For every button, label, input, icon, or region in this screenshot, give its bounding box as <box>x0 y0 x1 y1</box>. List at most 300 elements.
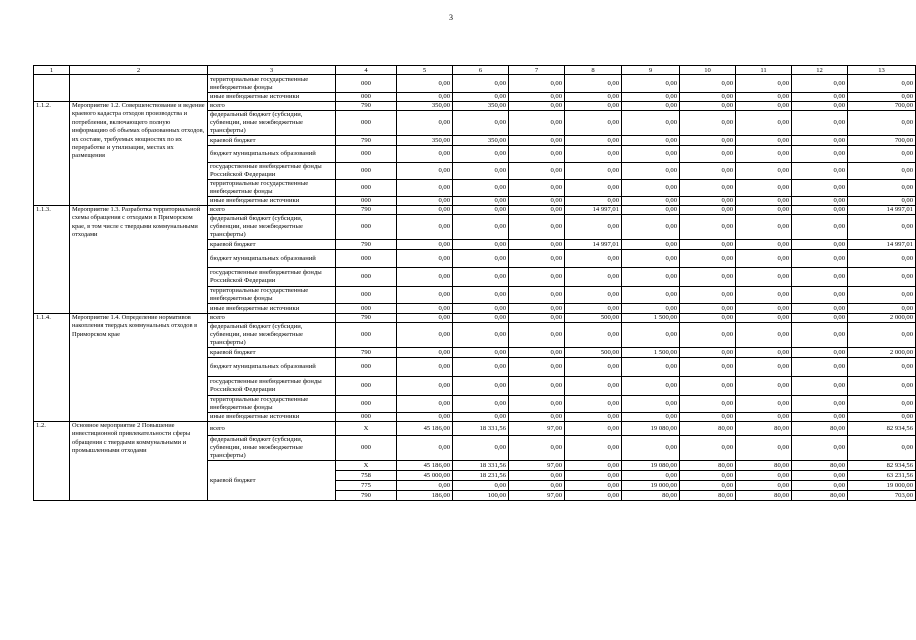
value-cell: 0,00 <box>453 436 509 461</box>
column-header-11: 11 <box>736 66 792 75</box>
value-cell: 80,00 <box>792 461 848 471</box>
value-cell: 0,00 <box>565 93 622 102</box>
value-cell: 100,00 <box>453 491 509 501</box>
value-cell: 0,00 <box>565 413 622 422</box>
value-cell: 0,00 <box>680 396 736 413</box>
funding-source: краевой бюджет <box>208 461 336 501</box>
value-cell: 80,00 <box>622 491 680 501</box>
value-cell: 0,00 <box>736 268 792 287</box>
value-cell: 0,00 <box>736 240 792 250</box>
activity-name: Мероприятие 1.3. Разработка территориальной схемы обращения с отходами в Приморском крае, в том числе с твердыми коммунальными отходами <box>70 206 208 314</box>
value-cell: 0,00 <box>453 323 509 348</box>
value-cell: 0,00 <box>622 102 680 111</box>
value-cell: 0,00 <box>736 436 792 461</box>
column-header-1: 1 <box>34 66 70 75</box>
funding-source: территориальные государственные внебюджетные фонды <box>208 180 336 197</box>
value-cell: 0,00 <box>680 250 736 268</box>
value-cell: 14 997,01 <box>848 240 916 250</box>
value-cell: 0,00 <box>736 413 792 422</box>
value-cell: 0,00 <box>509 358 565 377</box>
budget-code: X <box>336 461 397 471</box>
value-cell: 0,00 <box>397 93 453 102</box>
value-cell: 0,00 <box>565 471 622 481</box>
value-cell: 0,00 <box>397 111 453 136</box>
row-number: 1.1.4. <box>34 314 70 422</box>
funding-source: федеральный бюджет (субсидии, субвенции, иные межбюджетные трансферты) <box>208 111 336 136</box>
value-cell: 0,00 <box>792 250 848 268</box>
budget-code: 000 <box>336 75 397 93</box>
table-row <box>34 75 916 93</box>
value-cell: 0,00 <box>622 197 680 206</box>
column-header-7: 7 <box>509 66 565 75</box>
column-header-2: 2 <box>70 66 208 75</box>
budget-code: 000 <box>336 180 397 197</box>
budget-code: 775 <box>336 481 397 491</box>
value-cell: 0,00 <box>622 163 680 180</box>
value-cell: 0,00 <box>792 377 848 396</box>
value-cell: 703,00 <box>848 491 916 501</box>
value-cell: 0,00 <box>792 323 848 348</box>
value-cell: 0,00 <box>680 358 736 377</box>
funding-source: государственные внебюджетные фонды Российской Федерации <box>208 163 336 180</box>
value-cell: 19 000,00 <box>622 481 680 491</box>
value-cell: 0,00 <box>680 240 736 250</box>
value-cell: 0,00 <box>680 146 736 163</box>
value-cell: 0,00 <box>453 93 509 102</box>
value-cell: 0,00 <box>622 287 680 304</box>
funding-source: всего <box>208 206 336 215</box>
value-cell: 0,00 <box>680 163 736 180</box>
value-cell: 0,00 <box>622 206 680 215</box>
budget-code: 000 <box>336 436 397 461</box>
activity-name: Основное мероприятие 2 Повышение инвестиционной привлекательности сферы обращения с твердыми коммунальными и промышленными отходами <box>70 422 208 501</box>
value-cell: 0,00 <box>397 197 453 206</box>
value-cell: 0,00 <box>622 377 680 396</box>
funding-source: иные внебюджетные источники <box>208 93 336 102</box>
value-cell: 0,00 <box>565 422 622 436</box>
value-cell: 0,00 <box>453 240 509 250</box>
table-header-row <box>34 66 916 75</box>
value-cell: 700,00 <box>848 136 916 146</box>
value-cell: 0,00 <box>736 180 792 197</box>
value-cell: 0,00 <box>565 75 622 93</box>
value-cell: 0,00 <box>736 481 792 491</box>
value-cell: 0,00 <box>453 481 509 491</box>
table-row <box>34 422 916 436</box>
budget-code: 758 <box>336 471 397 481</box>
value-cell: 0,00 <box>622 268 680 287</box>
budget-code: 000 <box>336 377 397 396</box>
value-cell: 0,00 <box>509 348 565 358</box>
value-cell: 0,00 <box>680 268 736 287</box>
funding-source: территориальные государственные внебюджетные фонды <box>208 396 336 413</box>
value-cell: 0,00 <box>509 436 565 461</box>
value-cell: 0,00 <box>397 163 453 180</box>
funding-source: всего <box>208 102 336 111</box>
column-header-9: 9 <box>622 66 680 75</box>
value-cell: 0,00 <box>509 146 565 163</box>
funding-source: всего <box>208 314 336 323</box>
value-cell: 0,00 <box>848 250 916 268</box>
value-cell: 18 331,56 <box>453 461 509 471</box>
budget-code: 790 <box>336 348 397 358</box>
value-cell: 45 000,00 <box>397 471 453 481</box>
value-cell: 0,00 <box>397 314 453 323</box>
value-cell: 0,00 <box>397 75 453 93</box>
funding-source: краевой бюджет <box>208 240 336 250</box>
value-cell: 19 080,00 <box>622 461 680 471</box>
budget-code: 000 <box>336 396 397 413</box>
value-cell: 0,00 <box>792 268 848 287</box>
budget-code: 790 <box>336 206 397 215</box>
value-cell: 0,00 <box>792 111 848 136</box>
value-cell: 0,00 <box>397 240 453 250</box>
value-cell: 0,00 <box>565 102 622 111</box>
value-cell: 0,00 <box>736 323 792 348</box>
funding-source: иные внебюджетные источники <box>208 413 336 422</box>
column-header-5: 5 <box>397 66 453 75</box>
value-cell: 0,00 <box>736 377 792 396</box>
value-cell: 0,00 <box>622 146 680 163</box>
value-cell: 2 000,00 <box>848 348 916 358</box>
value-cell: 0,00 <box>792 481 848 491</box>
value-cell: 0,00 <box>565 358 622 377</box>
value-cell: 0,00 <box>736 197 792 206</box>
value-cell: 0,00 <box>453 75 509 93</box>
value-cell: 0,00 <box>453 348 509 358</box>
value-cell: 0,00 <box>622 180 680 197</box>
row-number: 1.2. <box>34 422 70 501</box>
value-cell: 0,00 <box>792 287 848 304</box>
table-row <box>34 314 916 323</box>
value-cell: 0,00 <box>509 180 565 197</box>
value-cell: 0,00 <box>848 377 916 396</box>
value-cell: 0,00 <box>680 197 736 206</box>
value-cell: 0,00 <box>509 471 565 481</box>
value-cell: 0,00 <box>509 111 565 136</box>
value-cell: 0,00 <box>792 197 848 206</box>
budget-code: 000 <box>336 413 397 422</box>
value-cell: 0,00 <box>848 304 916 314</box>
value-cell: 0,00 <box>680 111 736 136</box>
budget-code: 000 <box>336 304 397 314</box>
column-header-8: 8 <box>565 66 622 75</box>
funding-source: территориальные государственные внебюджетные фонды <box>208 75 336 93</box>
budget-code: 000 <box>336 93 397 102</box>
budget-code: 000 <box>336 111 397 136</box>
value-cell: 80,00 <box>736 491 792 501</box>
value-cell: 0,00 <box>736 93 792 102</box>
value-cell: 0,00 <box>565 481 622 491</box>
value-cell: 18 331,56 <box>453 422 509 436</box>
value-cell: 82 934,56 <box>848 461 916 471</box>
value-cell: 0,00 <box>453 180 509 197</box>
value-cell: 0,00 <box>736 471 792 481</box>
budget-code: 790 <box>336 240 397 250</box>
value-cell: 0,00 <box>792 102 848 111</box>
value-cell: 0,00 <box>565 491 622 501</box>
value-cell: 350,00 <box>453 136 509 146</box>
value-cell: 0,00 <box>622 136 680 146</box>
value-cell: 0,00 <box>736 250 792 268</box>
value-cell: 0,00 <box>397 413 453 422</box>
value-cell: 0,00 <box>622 413 680 422</box>
value-cell: 0,00 <box>848 396 916 413</box>
value-cell: 0,00 <box>736 163 792 180</box>
value-cell: 0,00 <box>509 93 565 102</box>
value-cell: 0,00 <box>622 240 680 250</box>
value-cell: 0,00 <box>453 197 509 206</box>
column-header-4: 4 <box>336 66 397 75</box>
value-cell: 0,00 <box>792 136 848 146</box>
budget-code: 790 <box>336 136 397 146</box>
value-cell: 0,00 <box>509 250 565 268</box>
value-cell: 0,00 <box>622 358 680 377</box>
value-cell: 18 231,56 <box>453 471 509 481</box>
value-cell: 0,00 <box>736 314 792 323</box>
value-cell: 0,00 <box>680 323 736 348</box>
value-cell: 82 934,56 <box>848 422 916 436</box>
value-cell: 0,00 <box>792 146 848 163</box>
value-cell: 0,00 <box>848 215 916 240</box>
value-cell: 0,00 <box>848 323 916 348</box>
value-cell: 0,00 <box>848 436 916 461</box>
value-cell: 0,00 <box>736 206 792 215</box>
value-cell: 0,00 <box>509 304 565 314</box>
value-cell: 80,00 <box>736 461 792 471</box>
value-cell: 97,00 <box>509 422 565 436</box>
value-cell: 0,00 <box>397 180 453 197</box>
value-cell: 0,00 <box>848 180 916 197</box>
value-cell: 0,00 <box>453 206 509 215</box>
funding-source: иные внебюджетные источники <box>208 197 336 206</box>
value-cell: 0,00 <box>680 180 736 197</box>
value-cell: 0,00 <box>565 377 622 396</box>
value-cell: 0,00 <box>736 215 792 240</box>
value-cell: 0,00 <box>453 250 509 268</box>
value-cell: 0,00 <box>509 75 565 93</box>
column-header-12: 12 <box>792 66 848 75</box>
value-cell: 0,00 <box>622 436 680 461</box>
value-cell: 0,00 <box>792 471 848 481</box>
value-cell: 0,00 <box>397 358 453 377</box>
value-cell: 0,00 <box>565 461 622 471</box>
value-cell: 0,00 <box>848 413 916 422</box>
value-cell: 0,00 <box>792 304 848 314</box>
funding-source: иные внебюджетные источники <box>208 304 336 314</box>
value-cell: 0,00 <box>509 206 565 215</box>
row-number <box>34 75 70 102</box>
value-cell: 0,00 <box>509 268 565 287</box>
value-cell: 0,00 <box>622 93 680 102</box>
value-cell: 80,00 <box>680 422 736 436</box>
value-cell: 80,00 <box>680 461 736 471</box>
value-cell: 0,00 <box>397 268 453 287</box>
value-cell: 45 186,00 <box>397 422 453 436</box>
value-cell: 0,00 <box>453 396 509 413</box>
value-cell: 0,00 <box>680 314 736 323</box>
value-cell: 0,00 <box>509 323 565 348</box>
value-cell: 0,00 <box>565 304 622 314</box>
funding-source: федеральный бюджет (субсидии, субвенции, иные межбюджетные трансферты) <box>208 436 336 461</box>
value-cell: 0,00 <box>397 304 453 314</box>
budget-code: 790 <box>336 314 397 323</box>
value-cell: 0,00 <box>848 111 916 136</box>
value-cell: 80,00 <box>792 422 848 436</box>
value-cell: 19 000,00 <box>848 481 916 491</box>
value-cell: 0,00 <box>848 93 916 102</box>
budget-code: 000 <box>336 163 397 180</box>
value-cell: 0,00 <box>397 250 453 268</box>
funding-source: федеральный бюджет (субсидии, субвенции, иные межбюджетные трансферты) <box>208 215 336 240</box>
activity-name: Мероприятие 1.2. Совершенствование и ведение краевого кадастра отходов производства и потребления, включающего полную информацию об объемах образованных отходов, их составе, требуемых мощностях по их переработке и утилизации, местах их размещения <box>70 102 208 206</box>
funding-source: бюджет муниципальных образований <box>208 358 336 377</box>
funding-source: государственные внебюджетные фонды Российской Федерации <box>208 268 336 287</box>
budget-code: 000 <box>336 250 397 268</box>
value-cell: 0,00 <box>848 268 916 287</box>
value-cell: 0,00 <box>736 136 792 146</box>
value-cell: 500,00 <box>565 348 622 358</box>
value-cell: 0,00 <box>397 215 453 240</box>
value-cell: 0,00 <box>397 436 453 461</box>
value-cell: 14 997,01 <box>848 206 916 215</box>
value-cell: 0,00 <box>792 240 848 250</box>
value-cell: 0,00 <box>397 348 453 358</box>
value-cell: 0,00 <box>736 111 792 136</box>
value-cell: 0,00 <box>848 287 916 304</box>
column-header-3: 3 <box>208 66 336 75</box>
value-cell: 0,00 <box>736 287 792 304</box>
value-cell: 0,00 <box>622 215 680 240</box>
budget-code: 000 <box>336 146 397 163</box>
value-cell: 0,00 <box>565 197 622 206</box>
value-cell: 0,00 <box>680 348 736 358</box>
value-cell: 0,00 <box>509 481 565 491</box>
page-number: 3 <box>449 13 453 22</box>
value-cell: 1 500,00 <box>622 314 680 323</box>
value-cell: 0,00 <box>792 215 848 240</box>
value-cell: 0,00 <box>680 481 736 491</box>
value-cell: 0,00 <box>680 436 736 461</box>
value-cell: 0,00 <box>848 75 916 93</box>
value-cell: 0,00 <box>792 396 848 413</box>
column-header-6: 6 <box>453 66 509 75</box>
column-header-13: 13 <box>848 66 916 75</box>
value-cell: 97,00 <box>509 461 565 471</box>
value-cell: 0,00 <box>509 413 565 422</box>
value-cell: 0,00 <box>680 215 736 240</box>
value-cell: 0,00 <box>848 163 916 180</box>
value-cell: 0,00 <box>453 377 509 396</box>
value-cell: 0,00 <box>622 304 680 314</box>
value-cell: 0,00 <box>509 314 565 323</box>
funding-source: краевой бюджет <box>208 348 336 358</box>
value-cell: 0,00 <box>453 304 509 314</box>
value-cell: 80,00 <box>792 491 848 501</box>
activity-name: Мероприятие 1.4. Определение нормативов накопления твердых коммунальных отходов в Приморском крае <box>70 314 208 422</box>
value-cell: 14 997,01 <box>565 240 622 250</box>
value-cell: 0,00 <box>736 348 792 358</box>
table-row <box>34 206 916 215</box>
value-cell: 0,00 <box>565 436 622 461</box>
value-cell: 0,00 <box>509 377 565 396</box>
value-cell: 0,00 <box>792 75 848 93</box>
budget-code: X <box>336 422 397 436</box>
value-cell: 0,00 <box>680 287 736 304</box>
value-cell: 0,00 <box>509 215 565 240</box>
value-cell: 0,00 <box>453 111 509 136</box>
value-cell: 0,00 <box>736 102 792 111</box>
value-cell: 0,00 <box>680 93 736 102</box>
value-cell: 0,00 <box>792 348 848 358</box>
row-number: 1.1.2. <box>34 102 70 206</box>
value-cell: 0,00 <box>397 377 453 396</box>
value-cell: 500,00 <box>565 314 622 323</box>
value-cell: 0,00 <box>565 287 622 304</box>
row-number: 1.1.3. <box>34 206 70 314</box>
table-body <box>34 66 916 501</box>
value-cell: 700,00 <box>848 102 916 111</box>
value-cell: 0,00 <box>509 102 565 111</box>
value-cell: 0,00 <box>622 111 680 136</box>
value-cell: 80,00 <box>680 491 736 501</box>
value-cell: 350,00 <box>397 136 453 146</box>
value-cell: 2 000,00 <box>848 314 916 323</box>
value-cell: 0,00 <box>622 250 680 268</box>
value-cell: 350,00 <box>453 102 509 111</box>
value-cell: 0,00 <box>509 396 565 413</box>
value-cell: 0,00 <box>453 314 509 323</box>
value-cell: 0,00 <box>736 146 792 163</box>
value-cell: 0,00 <box>680 304 736 314</box>
value-cell: 0,00 <box>397 206 453 215</box>
funding-source: государственные внебюджетные фонды Российской Федерации <box>208 377 336 396</box>
value-cell: 0,00 <box>453 268 509 287</box>
value-cell: 0,00 <box>680 413 736 422</box>
value-cell: 0,00 <box>736 396 792 413</box>
budget-code: 790 <box>336 102 397 111</box>
budget-code: 000 <box>336 268 397 287</box>
value-cell: 0,00 <box>848 197 916 206</box>
value-cell: 0,00 <box>565 268 622 287</box>
value-cell: 0,00 <box>736 75 792 93</box>
value-cell: 0,00 <box>736 358 792 377</box>
value-cell: 0,00 <box>792 93 848 102</box>
funding-source: бюджет муниципальных образований <box>208 146 336 163</box>
budget-code: 000 <box>336 358 397 377</box>
budget-code: 000 <box>336 287 397 304</box>
value-cell: 0,00 <box>397 287 453 304</box>
funding-source: всего <box>208 422 336 436</box>
value-cell: 0,00 <box>622 75 680 93</box>
budget-code: 790 <box>336 491 397 501</box>
value-cell: 0,00 <box>565 215 622 240</box>
value-cell: 350,00 <box>397 102 453 111</box>
value-cell: 0,00 <box>565 111 622 136</box>
budget-code: 000 <box>336 323 397 348</box>
value-cell: 0,00 <box>792 413 848 422</box>
value-cell: 0,00 <box>397 146 453 163</box>
funding-source: федеральный бюджет (субсидии, субвенции, иные межбюджетные трансферты) <box>208 323 336 348</box>
column-header-10: 10 <box>680 66 736 75</box>
value-cell: 0,00 <box>565 136 622 146</box>
value-cell: 0,00 <box>509 240 565 250</box>
table-row <box>34 102 916 111</box>
budget-code: 000 <box>336 197 397 206</box>
funding-source: бюджет муниципальных образований <box>208 250 336 268</box>
funding-source: территориальные государственные внебюджетные фонды <box>208 287 336 304</box>
value-cell: 97,00 <box>509 491 565 501</box>
